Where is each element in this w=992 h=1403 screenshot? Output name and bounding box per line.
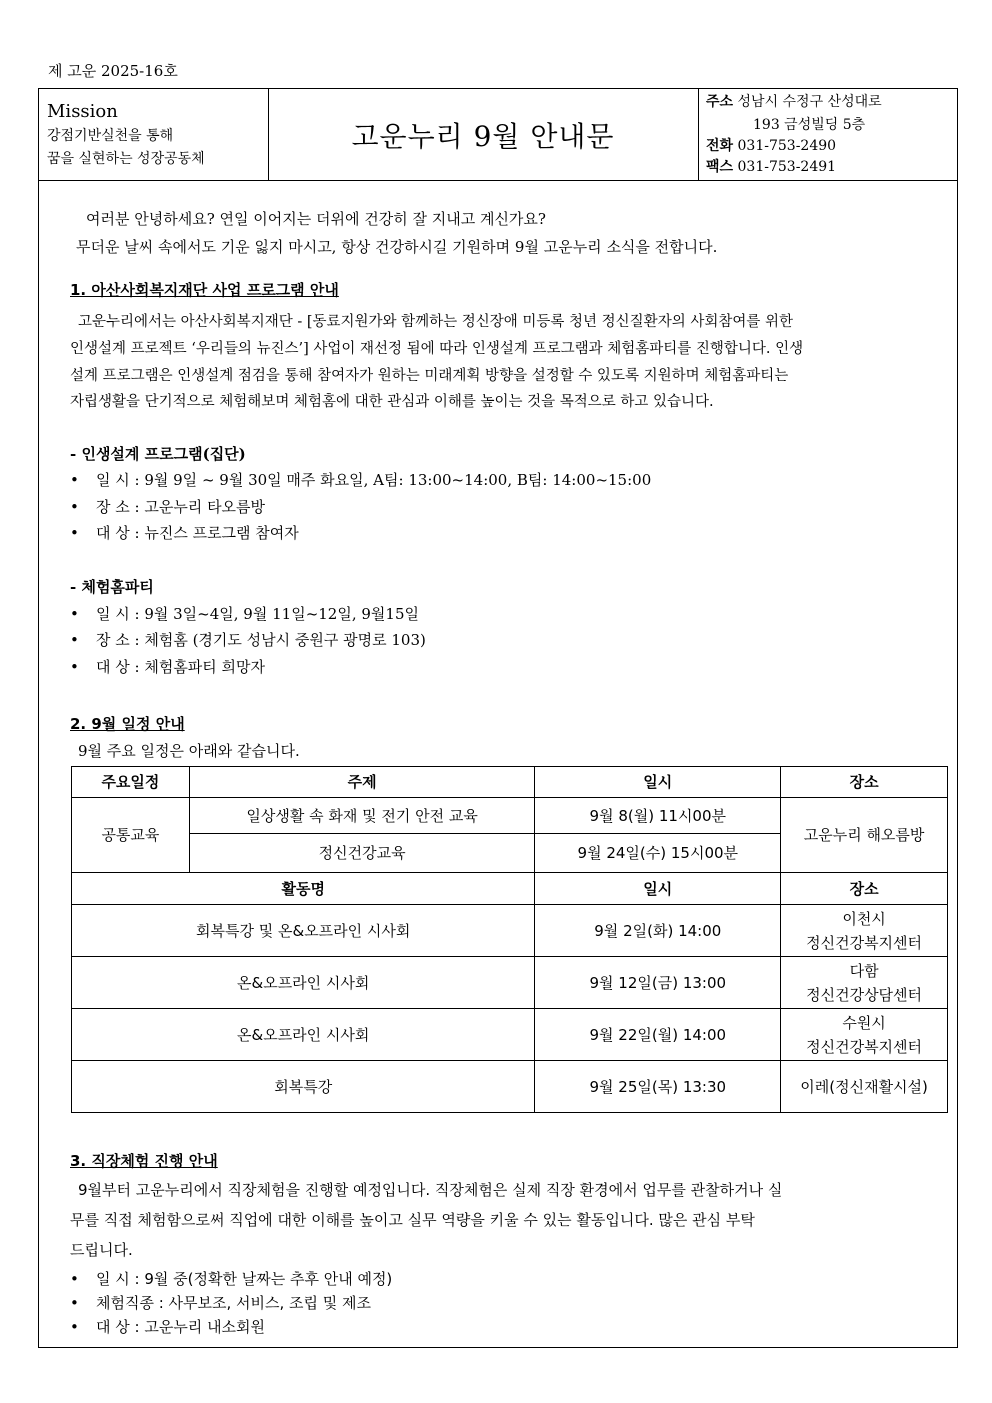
section-3-para-1: 9월부터 고운누리에서 직장체험을 진행할 예정입니다. 직장체험은 실제 직장 환경에서 업무를 관찰하거나 실 bbox=[78, 1181, 783, 1199]
table-header: 일시 bbox=[535, 767, 781, 798]
table-row bbox=[72, 1009, 948, 1061]
program-1-item: • 일 시 : 9월 9일 ~ 9월 30일 매주 화요일, A팀: 13:00~14:00, B팀: 14:00~15:00 bbox=[70, 471, 652, 489]
table-cell: 9월 8(월) 11시00분 bbox=[535, 798, 781, 834]
phone-label: 전화 bbox=[706, 138, 734, 154]
table-cell: 이레(정신재활시설) bbox=[781, 1061, 948, 1113]
program-2-item-text: 장 소 : 체험홈 (경기도 성남시 중원구 광명로 103) bbox=[96, 631, 426, 649]
program-2-item-text: 일 시 : 9월 3일~4일, 9월 11일~12일, 9월15일 bbox=[96, 605, 419, 623]
address-value: 성남시 수정구 산성대로 bbox=[737, 94, 882, 110]
table-cell bbox=[781, 1009, 948, 1061]
activity-header-row bbox=[72, 873, 948, 905]
section-1-para-4: 자립생활을 단기적으로 체험해보며 체험홈에 대한 관심과 이해를 높이는 것을 목적으로 하고 있습니다. bbox=[70, 394, 714, 410]
section-3-item-text: 대 상 : 고운누리 내소회원 bbox=[96, 1318, 266, 1336]
table-cell: 9월 22일(월) 14:00 bbox=[535, 1009, 781, 1061]
table-header: 주제 bbox=[189, 767, 535, 798]
place-line: 정신건강상담센터 bbox=[806, 985, 923, 1004]
section-1-para-3: 설계 프로그램은 인생설계 점검을 통해 참여자가 원하는 미래계획 방향을 설정할 수 있도록 지원하며 체험홈파티는 bbox=[70, 368, 789, 384]
table-cell: 9월 24일(수) 15시00분 bbox=[535, 834, 781, 873]
common-place: 고운누리 해오름방 bbox=[781, 798, 948, 873]
table-cell: 온&오프라인 시사회 bbox=[72, 1009, 535, 1061]
program-2-item: • 일 시 : 9월 3일~4일, 9월 11일~12일, 9월15일 bbox=[70, 605, 419, 623]
place-line: 수원시 bbox=[842, 1013, 886, 1032]
table-header: 활동명 bbox=[72, 873, 535, 905]
program-1-item-text: 대 상 : 뉴진스 프로그램 참여자 bbox=[96, 524, 299, 542]
greeting-line-2: 무더운 날씨 속에서도 기운 잃지 마시고, 항상 건강하시길 기원하며 9월 고운누리 소식을 전합니다. bbox=[76, 238, 718, 256]
section-3-para-3: 드립니다. bbox=[70, 1241, 133, 1259]
section-3-heading: 3. 직장체험 진행 안내 bbox=[70, 1152, 218, 1170]
section-3-item-text: 체험직종 : 사무보조, 서비스, 조립 및 제조 bbox=[96, 1294, 372, 1312]
program-1-title: - 인생설계 프로그램(집단) bbox=[70, 445, 246, 463]
table-header: 주요일정 bbox=[72, 767, 190, 798]
mission-line-2: 꿈을 실현하는 성장공동체 bbox=[47, 151, 205, 167]
place-line: 다함 bbox=[849, 961, 879, 980]
section-2-intro: 9월 주요 일정은 아래와 같습니다. bbox=[78, 742, 300, 760]
table-cell bbox=[781, 905, 948, 957]
table-header: 장소 bbox=[781, 767, 948, 798]
program-1-item-text: 장 소 : 고운누리 타오름방 bbox=[96, 498, 266, 516]
mission-label: Mission bbox=[47, 101, 118, 122]
header-box bbox=[39, 89, 957, 181]
section-3-item: • 체험직종 : 사무보조, 서비스, 조립 및 제조 bbox=[70, 1294, 372, 1312]
address-label: 주소 bbox=[706, 94, 734, 110]
section-2-heading: 2. 9월 일정 안내 bbox=[70, 715, 185, 733]
section-1-heading: 1. 아산사회복지재단 사업 프로그램 안내 bbox=[70, 281, 339, 299]
address-line-2: 193 금성빌딩 5층 bbox=[753, 117, 866, 133]
program-2-item: • 대 상 : 체험홈파티 희망자 bbox=[70, 658, 266, 676]
table-row bbox=[72, 1061, 948, 1113]
table-cell: 정신건강교육 bbox=[189, 834, 535, 873]
document-number: 제 고운 2025-16호 bbox=[48, 62, 178, 80]
program-1-item-text: 일 시 : 9월 9일 ~ 9월 30일 매주 화요일, A팀: 13:00~14:00, B팀: 14:00~15:00 bbox=[96, 471, 652, 489]
table-cell: 9월 12일(금) 13:00 bbox=[535, 957, 781, 1009]
section-3-item: • 대 상 : 고운누리 내소회원 bbox=[70, 1318, 266, 1336]
table-header: 일시 bbox=[535, 873, 781, 905]
program-2-item: • 장 소 : 체험홈 (경기도 성남시 중원구 광명로 103) bbox=[70, 631, 426, 649]
fax-line bbox=[706, 156, 836, 176]
fax-value: 031-753-2491 bbox=[737, 159, 837, 175]
table-header-row bbox=[72, 767, 948, 798]
program-1-item: • 장 소 : 고운누리 타오름방 bbox=[70, 498, 266, 516]
page-title: 고운누리 9월 안내문 bbox=[351, 119, 615, 153]
common-label: 공통교육 bbox=[72, 798, 190, 873]
section-1-para-1: 고운누리에서는 아산사회복지재단 - [동료지원가와 함께하는 정신장애 미등록 청년 정신질환자의 사회참여를 위한 bbox=[78, 314, 793, 330]
section-3-item-text: 일 시 : 9월 중(정확한 날짜는 추후 안내 예정) bbox=[96, 1270, 393, 1288]
place-line: 정신건강복지센터 bbox=[806, 933, 923, 952]
schedule-table bbox=[71, 766, 948, 1113]
section-3-item: • 일 시 : 9월 중(정확한 날짜는 추후 안내 예정) bbox=[70, 1270, 393, 1288]
mission-cell bbox=[39, 89, 269, 180]
table-cell: 회복특강 bbox=[72, 1061, 535, 1113]
table-cell bbox=[781, 957, 948, 1009]
address-line-1 bbox=[706, 91, 882, 111]
mission-line-1: 강점기반실천을 통해 bbox=[47, 128, 174, 144]
program-1-item: • 대 상 : 뉴진스 프로그램 참여자 bbox=[70, 524, 299, 542]
place-line: 이천시 bbox=[842, 909, 886, 928]
greeting-line-1: 여러분 안녕하세요? 연일 이어지는 더위에 건강히 잘 지내고 계신가요? bbox=[86, 210, 546, 228]
table-cell: 온&오프라인 시사회 bbox=[72, 957, 535, 1009]
table-cell: 회복특강 및 온&오프라인 시사회 bbox=[72, 905, 535, 957]
fax-label: 팩스 bbox=[706, 159, 734, 175]
table-cell: 9월 25일(목) 13:30 bbox=[535, 1061, 781, 1113]
table-header: 장소 bbox=[781, 873, 948, 905]
program-2-item-text: 대 상 : 체험홈파티 희망자 bbox=[96, 658, 266, 676]
section-3-para-2: 무를 직접 체험함으로써 직업에 대한 이해를 높이고 실무 역량을 키울 수 있는 활동입니다. 많은 관심 부탁 bbox=[70, 1211, 755, 1229]
contact-cell bbox=[698, 89, 957, 180]
table-row bbox=[72, 957, 948, 1009]
table-row bbox=[72, 905, 948, 957]
phone-line bbox=[706, 135, 836, 155]
place-line: 정신건강복지센터 bbox=[806, 1037, 923, 1056]
phone-value: 031-753-2490 bbox=[737, 138, 837, 154]
section-1-para-2: 인생설계 프로젝트 ‘우리들의 뉴진스’] 사업이 재선정 됨에 따라 인생설계 프로그램과 체험홈파티를 진행합니다. 인생 bbox=[70, 341, 804, 357]
table-row bbox=[72, 798, 948, 834]
title-cell bbox=[268, 89, 699, 180]
program-2-title: - 체험홈파티 bbox=[70, 578, 154, 596]
table-cell: 일상생활 속 화재 및 전기 안전 교육 bbox=[189, 798, 535, 834]
table-cell: 9월 2일(화) 14:00 bbox=[535, 905, 781, 957]
